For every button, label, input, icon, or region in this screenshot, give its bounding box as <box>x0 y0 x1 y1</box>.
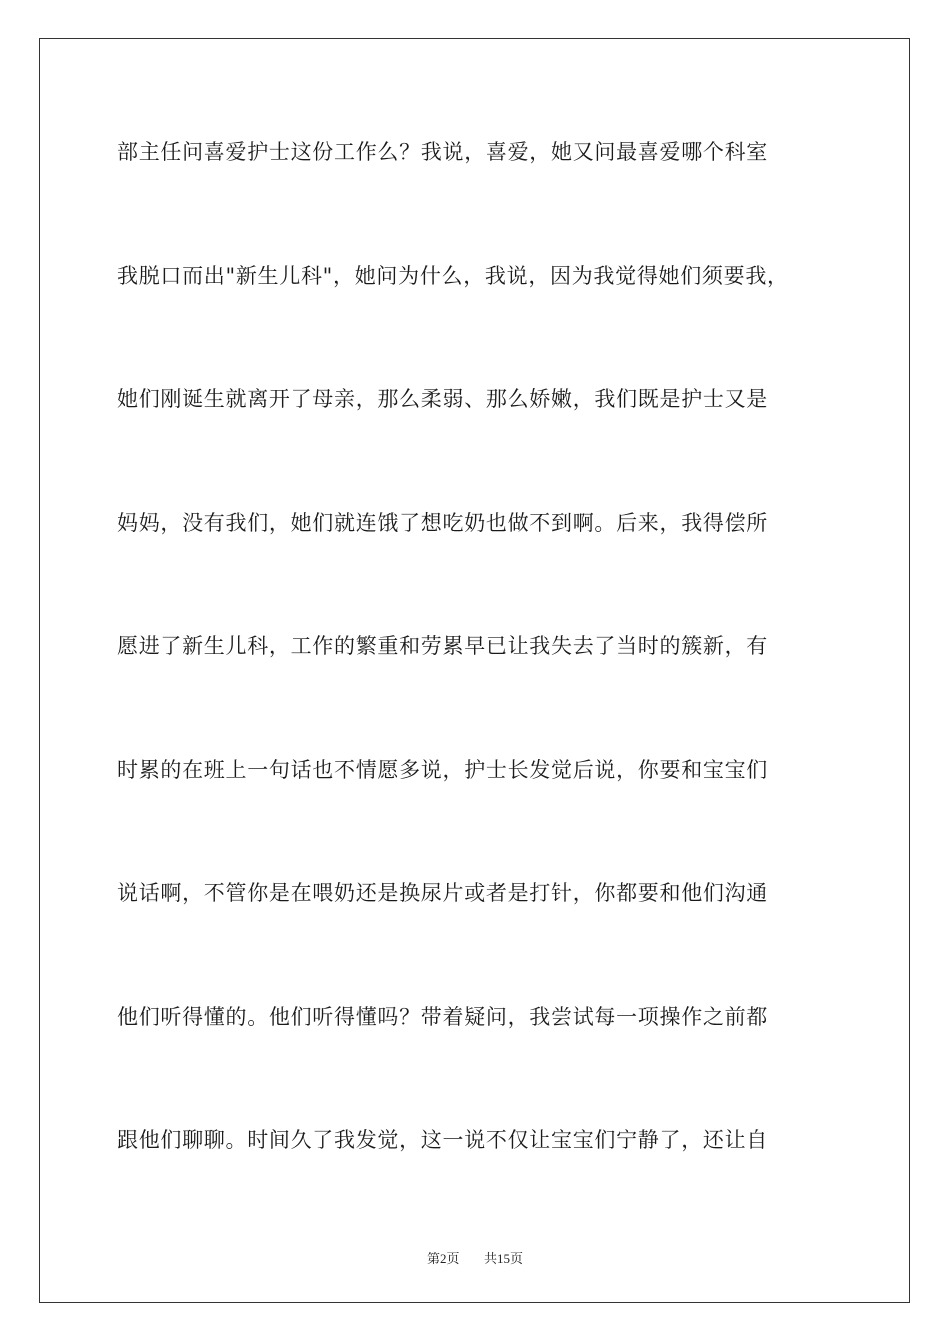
text-line: 部主任问喜爱护士这份工作么？我说，喜爱，她又问最喜爱哪个科室 <box>117 140 768 164</box>
page-total: 共15页 <box>484 1251 524 1266</box>
page-number: 第2页 <box>426 1251 460 1266</box>
text-line: 她们刚诞生就离开了母亲，那么柔弱、那么娇嫩，我们既是护士又是 <box>117 387 768 411</box>
text-line: 妈妈，没有我们，她们就连饿了想吃奶也做不到啊。后来，我得偿所 <box>117 510 768 535</box>
document-body <box>117 128 837 1240</box>
text-line: 我脱口而出"新生儿科"，她问为什么，我说，因为我觉得她们须要我， <box>117 263 789 288</box>
text-line: 跟他们聊聊。时间久了我发觉，这一说不仅让宝宝们宁静了，还让自 <box>117 1128 768 1152</box>
text-line: 时累的在班上一句话也不情愿多说，护士长发觉后说，你要和宝宝们 <box>117 757 768 782</box>
text-line: 愿进了新生儿科，工作的繁重和劳累早已让我失去了当时的簇新，有 <box>117 634 768 658</box>
page-footer <box>0 1248 950 1267</box>
text-line: 他们听得懂的。他们听得懂吗？带着疑问，我尝试每一项操作之前都 <box>117 1004 768 1029</box>
text-line: 说话啊，不管你是在喂奶还是换尿片或者是打针，你都要和他们沟通 <box>117 881 768 905</box>
